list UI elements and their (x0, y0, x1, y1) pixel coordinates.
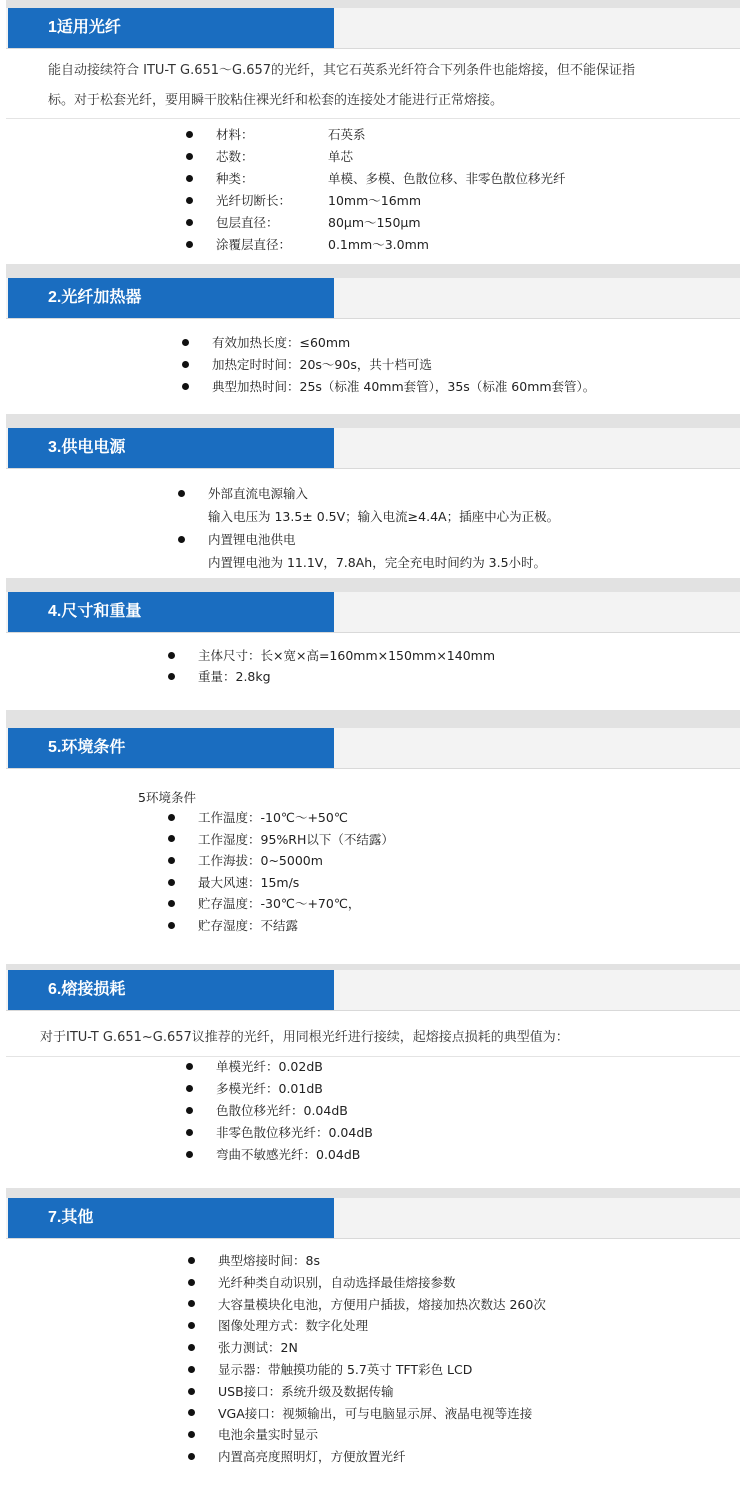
bullet-icon (186, 153, 193, 160)
list-item (184, 1403, 546, 1425)
list-item-text: 多模光纤：0.01dB (216, 1081, 323, 1096)
section-gap (6, 264, 740, 278)
bullet-icon (188, 1257, 195, 1264)
spec-value: 10mm～16mm (328, 193, 422, 208)
bullet-icon (188, 1322, 195, 1329)
bullet-icon (168, 835, 175, 842)
section-header (6, 8, 740, 49)
bullet-icon (186, 197, 193, 204)
section-power (6, 428, 740, 578)
section-fiber (6, 8, 740, 264)
spec-label: 种类： (216, 171, 254, 186)
section-splice-loss (6, 970, 740, 1188)
list-item-text: VGA接口：视频输出，可与电脑显示屏、液晶电视等连接 (218, 1405, 533, 1421)
list-item-text: 典型熔接时间：8s (218, 1253, 320, 1268)
list-item (182, 1056, 373, 1078)
bullet-icon (188, 1431, 195, 1438)
section-other (6, 1198, 740, 1489)
list-item (164, 893, 394, 915)
spec-value: 80μm～150μm (328, 215, 421, 230)
list-item (164, 829, 394, 851)
spec-row (182, 190, 566, 212)
spec-row (182, 212, 566, 234)
env-caption: 5环境条件 (138, 790, 196, 805)
list-item (184, 1359, 546, 1381)
bullet-icon (168, 857, 175, 864)
list-item-text: 非零色散位移光纤：0.04dB (216, 1125, 373, 1140)
list-item (182, 1100, 373, 1122)
list-item (184, 1272, 546, 1294)
section-header (6, 278, 740, 319)
bullet-icon (186, 241, 193, 248)
section-title: 7.其他 (8, 1198, 334, 1238)
list-item (184, 1337, 546, 1359)
list-item-text: 显示器：带触摸功能的 5.7英寸 TFT彩色 LCD (218, 1361, 473, 1377)
spec-row (182, 234, 566, 256)
spec-value: 单芯 (328, 149, 354, 164)
bullet-icon (168, 922, 175, 929)
list-item (164, 807, 394, 829)
section-title: 1适用光纤 (8, 8, 334, 48)
list-item (178, 332, 595, 354)
list-item-text: 工作海拔：0~5000m (198, 853, 323, 869)
list-item (164, 850, 394, 872)
list-item (164, 872, 394, 894)
spec-row (182, 146, 566, 168)
list-item (184, 1294, 546, 1316)
spec-row (182, 168, 566, 190)
intro-line-2: 标。对于松套光纤，要用瞬干胶粘住裸光纤和松套的连接处才能进行正常熔接。 (48, 93, 504, 108)
list-item (174, 551, 559, 574)
list-item (174, 505, 559, 528)
list-item-text: 主体尺寸：长×宽×高=160mm×150mm×140mm (198, 648, 496, 663)
section-header (6, 1198, 740, 1239)
list-item (184, 1315, 546, 1337)
section-title: 6.熔接损耗 (8, 970, 334, 1010)
bullet-icon (168, 814, 175, 821)
fiber-spec-list (182, 124, 566, 256)
section-gap (6, 414, 740, 428)
list-item-text: 弯曲不敏感光纤：0.04dB (216, 1147, 361, 1162)
section-title: 5.环境条件 (8, 728, 334, 768)
bullet-icon (168, 652, 175, 659)
heater-spec-list (178, 332, 595, 398)
list-item-text: 单模光纤：0.02dB (216, 1059, 323, 1074)
spec-label: 材料： (216, 127, 254, 142)
list-item-text: 工作温度：-10℃～+50℃ (198, 810, 348, 825)
list-item-text: 重量：2.8kg (198, 669, 271, 684)
list-item-text: 电池余量实时显示 (218, 1427, 319, 1443)
section-environment (6, 728, 740, 964)
bullet-icon (188, 1453, 195, 1460)
divider (6, 1056, 740, 1057)
bullet-icon (186, 1129, 193, 1136)
list-item-text: 内置锂电池供电 (208, 532, 296, 547)
list-item-text: USB接口：系统升级及数据传输 (218, 1383, 394, 1399)
intro-line-1: 能自动接续符合 ITU-T G.651～G.657的光纤，其它石英系光纤符合下列条件也能熔接，但不能保证指 (48, 63, 636, 78)
section-header (6, 728, 740, 769)
bullet-icon (178, 536, 185, 543)
spec-value: 0.1mm～3.0mm (328, 237, 429, 252)
bullet-icon (186, 1063, 193, 1070)
spec-label: 涂覆层直径： (216, 237, 292, 252)
divider (6, 118, 740, 119)
other-features-list (184, 1250, 546, 1468)
section-title: 4.尺寸和重量 (8, 592, 334, 632)
list-item (178, 376, 595, 398)
bullet-icon (186, 175, 193, 182)
spec-value: 石英系 (328, 127, 366, 142)
bullet-icon (178, 490, 185, 497)
spec-label: 光纤切断长： (216, 193, 292, 208)
section-header (6, 592, 740, 633)
spec-label: 芯数： (216, 149, 254, 164)
bullet-icon (182, 383, 189, 390)
bullet-icon (186, 1151, 193, 1158)
spec-label: 包层直径： (216, 215, 279, 230)
section-title: 3.供电电源 (8, 428, 334, 468)
section-heater (6, 278, 740, 414)
list-item (182, 1078, 373, 1100)
list-item (178, 354, 595, 376)
bullet-icon (168, 900, 175, 907)
list-item (184, 1250, 546, 1272)
bullet-icon (186, 219, 193, 226)
list-item-text: 加热定时时间：20s～90s，共十档可选 (212, 357, 432, 372)
power-spec-list (174, 482, 559, 574)
bullet-icon (188, 1344, 195, 1351)
section-header (6, 970, 740, 1011)
bullet-icon (186, 131, 193, 138)
bullet-icon (168, 673, 175, 680)
list-item-text: 内置高亮度照明灯，方便放置光纤 (218, 1449, 406, 1465)
list-item-text: 最大风速：15m/s (198, 874, 300, 890)
list-item (164, 666, 495, 687)
section-gap (6, 710, 740, 728)
list-item (174, 528, 559, 551)
list-item (182, 1144, 373, 1166)
section-gap (6, 578, 740, 592)
list-item-text: 有效加热长度：≤60mm (212, 335, 351, 350)
splice-loss-list (182, 1056, 373, 1166)
list-item-text: 典型加热时间：25s（标准 40mm套管），35s（标准 60mm套管）。 (212, 379, 596, 394)
list-item (182, 1122, 373, 1144)
section-gap (6, 1188, 740, 1198)
bullet-icon (168, 879, 175, 886)
list-item-text: 光纤种类自动识别，自动选择最佳熔接参数 (218, 1274, 456, 1290)
bullet-icon (188, 1409, 195, 1416)
list-item (164, 915, 394, 937)
bullet-icon (188, 1279, 195, 1286)
list-item-text: 贮存温度：-30℃～+70℃， (198, 896, 361, 912)
environment-spec-list (164, 807, 394, 937)
size-spec-list (164, 645, 495, 687)
list-item-text: 张力测试：2N (218, 1340, 298, 1356)
list-item (174, 482, 559, 505)
list-item (184, 1424, 546, 1446)
bullet-icon (188, 1388, 195, 1395)
list-item-text: 内置锂电池为 11.1V，7.8Ah，完全充电时间约为 3.5小时。 (208, 555, 547, 570)
list-item-text: 大容量模块化电池，方便用户插拔，熔接加热次数达 260次 (218, 1296, 546, 1312)
spec-value: 单模、多模、色散位移、非零色散位移光纤 (328, 171, 566, 186)
section-gap (6, 0, 740, 8)
list-item-text: 贮存湿度：不结露 (198, 917, 299, 933)
bullet-icon (188, 1300, 195, 1307)
bullet-icon (186, 1107, 193, 1114)
section-header (6, 428, 740, 469)
bullet-icon (182, 361, 189, 368)
list-item-text: 工作湿度：95%RH以下（不结露） (198, 831, 394, 847)
list-item-text: 外部直流电源输入 (208, 486, 309, 501)
bullet-icon (182, 339, 189, 346)
list-item-text: 图像处理方式：数字化处理 (218, 1318, 369, 1334)
splice-loss-intro: 对于ITU-T G.651~G.657议推荐的光纤，用同根光纤进行接续，起熔接点损耗的典型值为： (40, 1030, 569, 1045)
spec-row (182, 124, 566, 146)
section-size (6, 592, 740, 710)
bullet-icon (188, 1366, 195, 1373)
bullet-icon (186, 1085, 193, 1092)
list-item (164, 645, 495, 666)
list-item (184, 1381, 546, 1403)
section-title: 2.光纤加热器 (8, 278, 334, 318)
list-item-text: 输入电压为 13.5± 0.5V；输入电流≥4.4A；插座中心为正极。 (208, 509, 560, 524)
list-item-text: 色散位移光纤：0.04dB (216, 1103, 348, 1118)
list-item (184, 1446, 546, 1468)
